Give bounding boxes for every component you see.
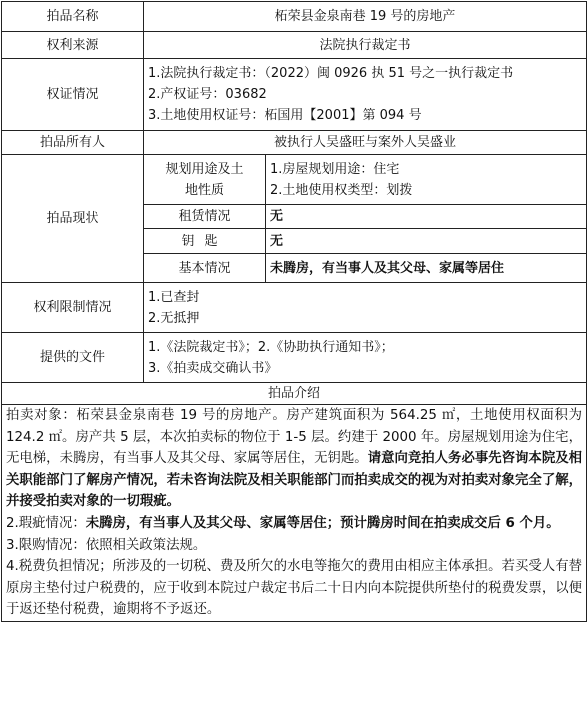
cert-value (144, 59, 587, 131)
intro-p2-bold: 未腾房，有当事人及其父母、家属等居住；预计腾房时间在拍卖成交后 6 个月。 (85, 515, 560, 531)
auction-info-table (1, 1, 587, 622)
cert-line-2: 2.产权证号：03682 (148, 87, 267, 102)
intro-paragraph-1 (6, 405, 582, 513)
row-planning (2, 155, 587, 205)
cert-line-1: 1.法院执行裁定书：（2022）闽 0926 执 51 号之一执行裁定书 (148, 66, 514, 81)
row-item-name (2, 2, 587, 32)
intro-p1-bold: 请意向竞拍人务必事先咨询本院及相关职能部门了解房产情况，若未咨询法院及相关职能部门而拍卖成交的视为对拍卖对象完全了解，并接受拍卖对象的一切瑕疵。 (6, 451, 583, 510)
files-line-2: 3.《拍卖成交确认书》 (148, 360, 278, 376)
restriction-label: 权利限制情况 (2, 283, 144, 333)
owner-value: 被执行人吴盛旺与案外人吴盛业 (144, 131, 587, 155)
status-label: 拍品现状 (2, 155, 144, 283)
cert-line-3: 3.土地使用权证号：柘国用【2001】第 094 号 (148, 108, 422, 123)
restriction-value (144, 283, 587, 333)
row-restriction (2, 283, 587, 333)
planning-label-line-2: 地性质 (184, 182, 224, 198)
intro-body (2, 405, 587, 622)
restriction-line-2: 2.无抵押 (148, 310, 200, 326)
rights-source-label: 权利来源 (2, 32, 144, 59)
row-owner (2, 131, 587, 155)
item-name-value: 柘荣县金泉南巷 19 号的房地产 (144, 2, 587, 32)
intro-title: 拍品介绍 (2, 383, 587, 405)
files-value (144, 333, 587, 383)
row-files (2, 333, 587, 383)
planning-label (144, 155, 266, 205)
intro-paragraph-2 (6, 513, 582, 535)
restriction-line-1: 1.已查封 (148, 289, 200, 305)
key-value: 无 (266, 229, 587, 254)
planning-label-line-1: 规划用途及土 (165, 161, 244, 177)
rights-source-value: 法院执行裁定书 (144, 32, 587, 59)
row-intro-body (2, 405, 587, 622)
lease-label: 租赁情况 (144, 205, 266, 229)
basic-value: 未腾房，有当事人及其父母、家属等居住 (266, 254, 587, 283)
files-label: 提供的文件 (2, 333, 144, 383)
planning-value (266, 155, 587, 205)
planning-line-1: 1.房屋规划用途：住宅 (270, 161, 400, 177)
intro-paragraph-3: 3.限购情况：依照相关政策法规。 (6, 537, 207, 553)
key-label: 钥匙 (144, 229, 266, 254)
lease-value: 无 (266, 205, 587, 229)
auction-document (0, 1, 587, 706)
files-line-1: 1.《法院裁定书》；2.《协助执行通知书》； (148, 339, 394, 355)
row-cert (2, 59, 587, 131)
item-name-label: 拍品名称 (2, 2, 144, 32)
row-rights-source (2, 32, 587, 59)
basic-label: 基本情况 (144, 254, 266, 283)
intro-p1-text: 拍卖对象：柘荣县金泉南巷 19 号的房地产。房产建筑面积为 564.25 ㎡，土地使用权面积为 124.2 ㎡。房产共 5 层，本次拍卖标的物位于 1-5 层。约建于 2000 年。房屋规划用途为住宅，无电梯，未腾房，有当事人及其父母、家属等居住，无钥匙。 (6, 408, 582, 467)
cert-label: 权证情况 (2, 59, 144, 131)
planning-line-2: 2.土地使用权类型：划拨 (270, 182, 413, 198)
owner-label: 拍品所有人 (2, 131, 144, 155)
intro-p2-prefix: 2.瑕疵情况： (6, 515, 86, 531)
intro-paragraph-4: 4.税费负担情况；所涉及的一切税、费及所欠的水电等拖欠的费用由相应主体承担。若买受人有替原房主垫付过户税费的，应于收到本院过户裁定书后二十日内向本院提供所垫付的税费发票，以便于返还垫付税费，逾期将不予返还。 (6, 559, 582, 618)
row-intro-title (2, 383, 587, 405)
